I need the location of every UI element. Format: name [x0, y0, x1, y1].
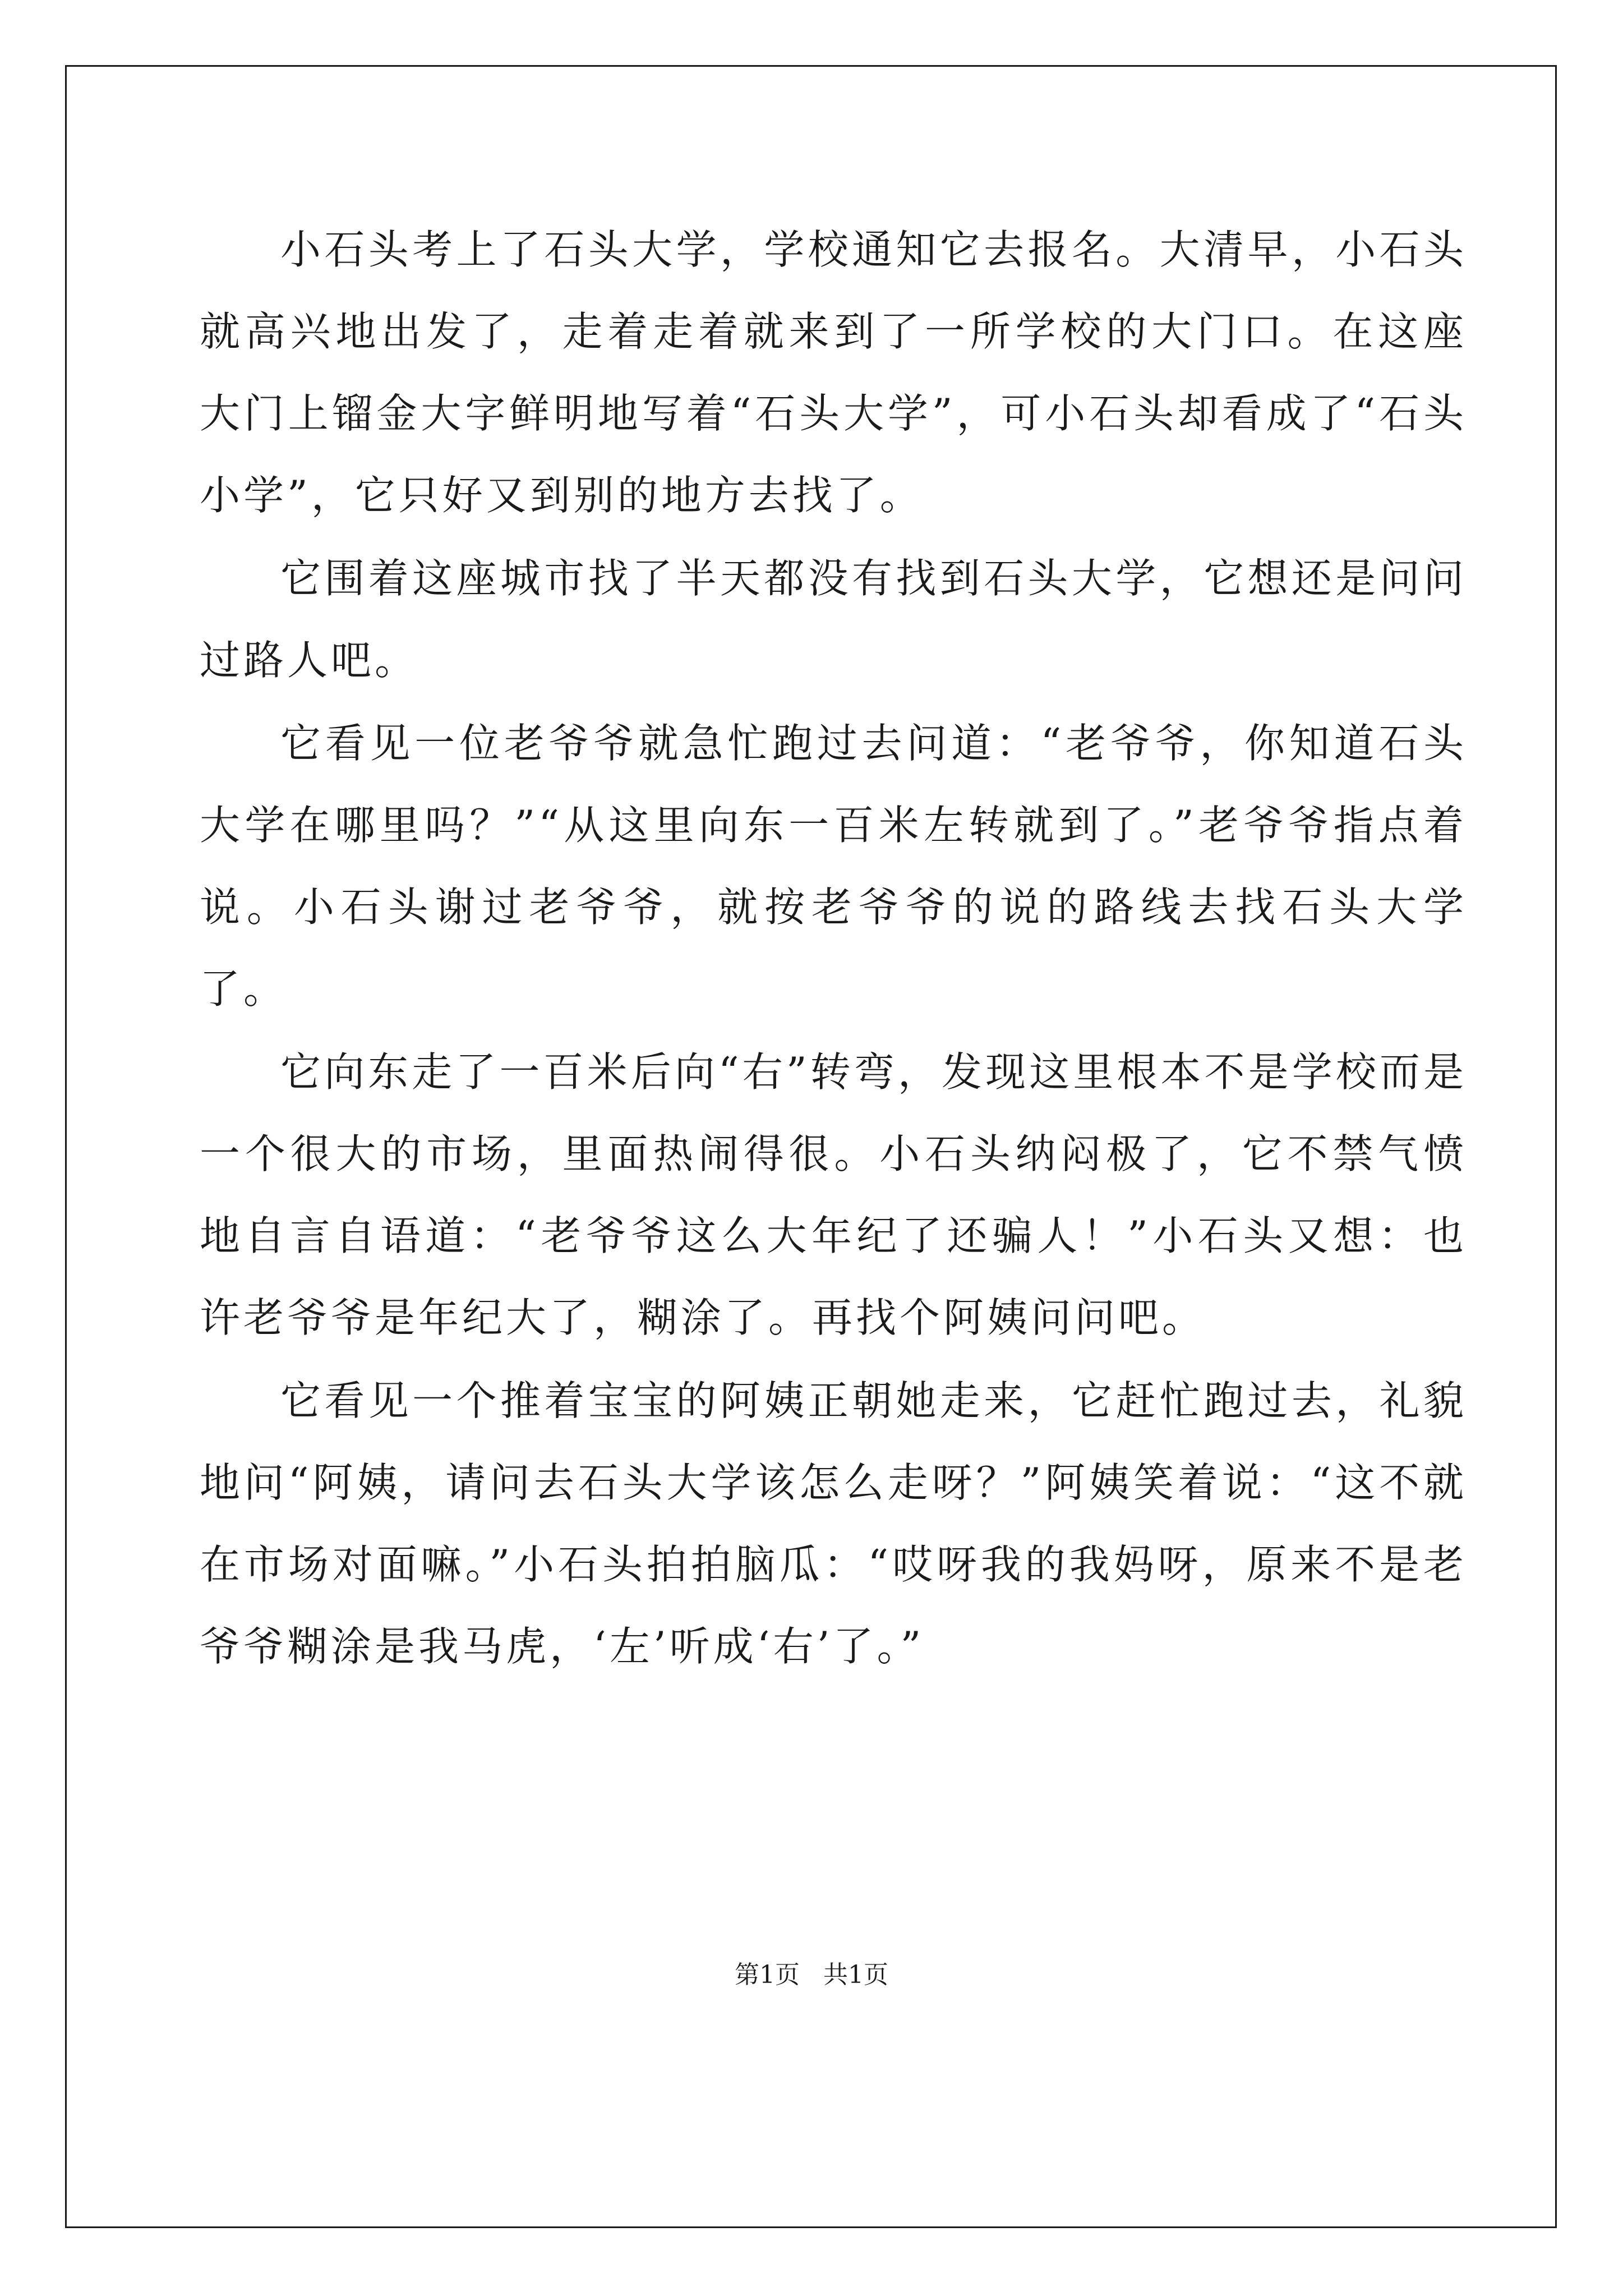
paragraph: 它向东走了一百米后向“右”转弯，发现这里根本不是学校而是一个很大的市场，里面热闹得很。小石头纳闷极了，它不禁气愤地自言自语道：“老爷爷这么大年纪了还骗人！”小石头又想：也许老爷爷是年纪大了，糊涂了。再找个阿姨问问吧。	[200, 1048, 1467, 1341]
paragraph: 它看见一位老爷爷就急忙跑过去问道：“老爷爷，你知道石头大学在哪里吗？”“从这里向东一百米左转就到了。”老爷爷指点着说。小石头谢过老爷爷，就按老爷爷的说的路线去找石头大学了。	[200, 720, 1467, 1013]
page-number-footer: 第1页 共1页	[735, 1961, 888, 1989]
paragraph: 它围着这座城市找了半天都没有找到石头大学，它想还是问问过路人吧。	[200, 555, 1467, 684]
document-body	[200, 209, 1467, 1688]
paragraph: 它看见一个推着宝宝的阿姨正朝她走来，它赶忙跑过去，礼貌地问“阿姨，请问去石头大学该怎么走呀？”阿姨笑着说：“这不就在市场对面嘛。”小石头拍拍脑瓜：“哎呀我的我妈呀，原来不是老爷爷糊涂是我马虎，‘左’听成‘右’了。”	[200, 1377, 1467, 1670]
paragraph: 小石头考上了石头大学，学校通知它去报名。大清早，小石头就高兴地出发了，走着走着就来到了一所学校的大门口。在这座大门上镏金大字鲜明地写着“石头大学”，可小石头却看成了“石头小学”，它只好又到别的地方去找了。	[200, 226, 1467, 519]
